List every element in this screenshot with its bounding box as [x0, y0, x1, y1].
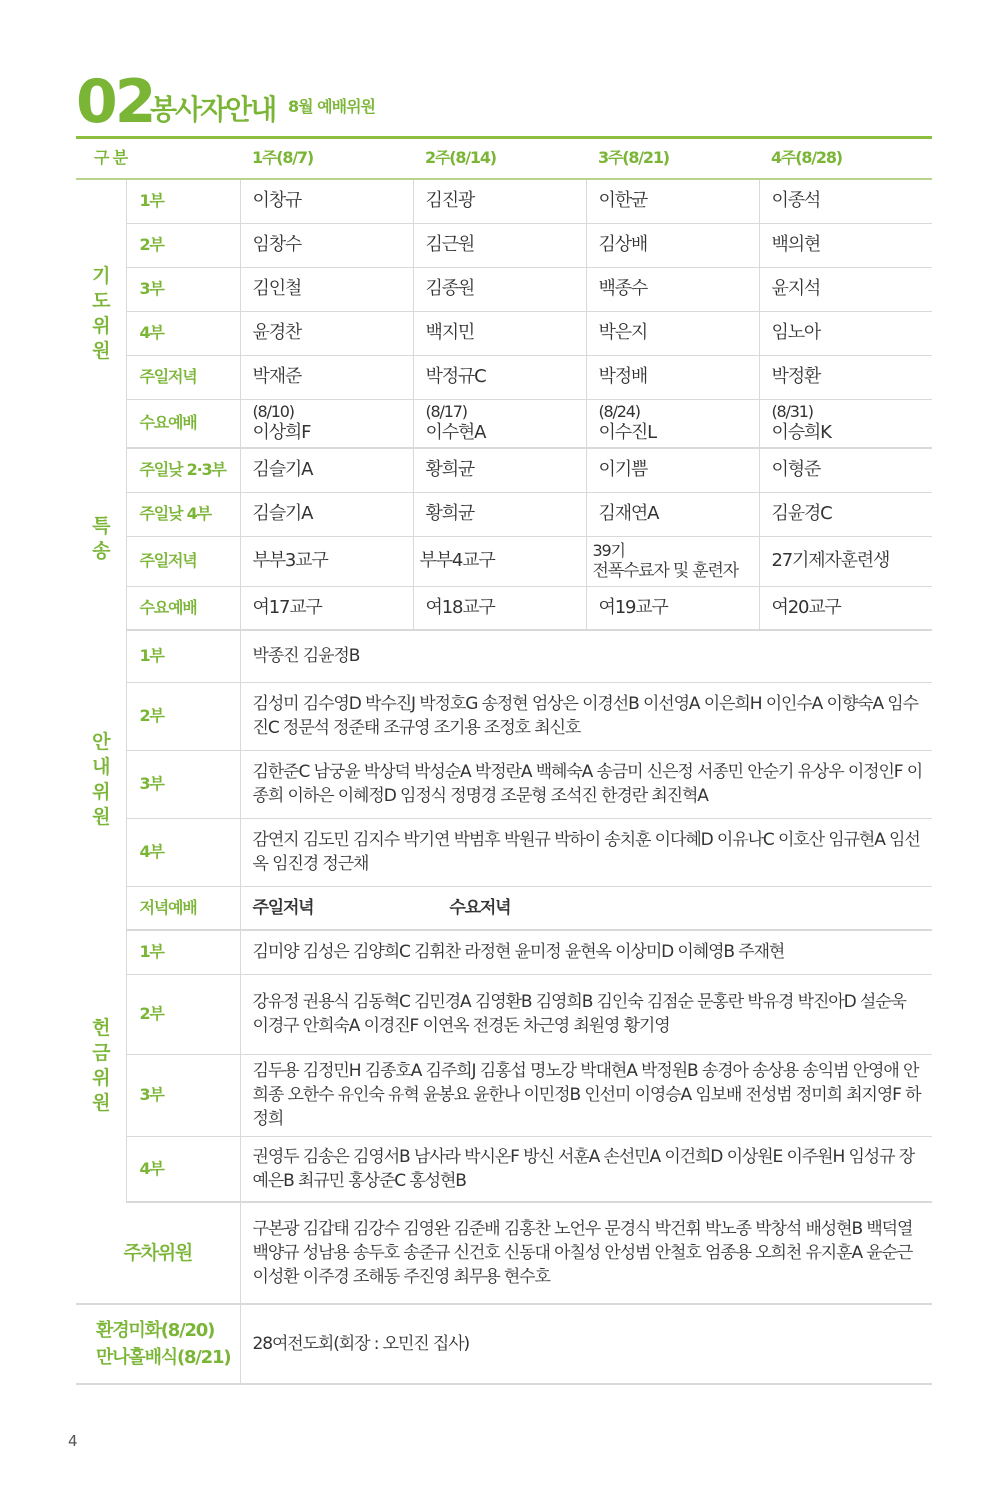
table-cell: 황희균 [413, 492, 586, 536]
table-cell: 박정환 [759, 355, 932, 399]
row-label: 2부 [126, 682, 240, 750]
row-label: 수요예배 [126, 399, 240, 448]
table-row [76, 223, 932, 267]
table-row [76, 1136, 932, 1202]
group-label-offering: 헌금위원 [76, 930, 126, 1202]
table-cell: 김진광 [413, 179, 586, 223]
group-label-guide: 안내위원 [76, 630, 126, 930]
table-cell: 김두용 김정민H 김종호A 김주희J 김홍섭 명노강 박대현A 박정원B 송경아 송상용 송익범 안영애 안희종 오한수 유인숙 유혁 윤봉요 윤한나 이민정B 인선미 이영승A 임보배 전성범 정미희 최지영F 하정희 [240, 1054, 932, 1136]
evening-label-sunday: 주일저녁 [252, 897, 314, 918]
row-label: 4부 [126, 1136, 240, 1202]
table-cell [413, 399, 586, 448]
group-label-parking: 주차위원 [76, 1202, 240, 1304]
section-subtitle: 8월 예배위원 [288, 97, 375, 116]
corner-label: 구 분 [76, 138, 240, 179]
week-header: 2주(8/14) [413, 138, 586, 179]
table-cell: 여19교구 [586, 586, 759, 630]
table-row [76, 1054, 932, 1136]
page-header [76, 67, 932, 139]
row-label: 4부 [126, 818, 240, 886]
table-row [76, 399, 932, 448]
volunteer-table [76, 138, 932, 1385]
table-cell: 권영두 김송은 김영서B 남사라 박시온F 방신 서훈A 손선민A 이건희D 이상원E 이주원H 임성규 장예은B 최규민 홍상준C 홍성현B [240, 1136, 932, 1202]
table-row [76, 630, 932, 682]
row-label: 1부 [126, 179, 240, 223]
table-cell: 김인철 [240, 267, 413, 311]
row-label: 2부 [126, 974, 240, 1054]
table-row [76, 930, 932, 974]
table-cell: 임창수 [240, 223, 413, 267]
row-label: 주일낮 4부 [126, 492, 240, 536]
table-row [76, 586, 932, 630]
table-cell: 27기제자훈련생 [759, 536, 932, 586]
date-label: (8/17) [425, 402, 467, 422]
row-label: 주일낮 2·3부 [126, 448, 240, 492]
table-cell: 박재준 [240, 355, 413, 399]
group-label-prayer: 기도위원 [76, 179, 126, 448]
table-row [76, 682, 932, 750]
table-cell: 구본광 김갑태 김강수 김영완 김준배 김홍찬 노언우 문경식 박건휘 박노종 박창석 배성현B 백덕열 백양규 성남용 송두호 송준규 신건호 신동대 아칠성 안성범 안철호 엄종용 오희천 유지훈A 윤순근 이성환 이주경 조해동 주진영 최무용 현수호 [240, 1202, 932, 1304]
name-label: 이승희K [771, 422, 831, 444]
table-row [76, 492, 932, 536]
table-cell: 박정규C [413, 355, 586, 399]
table-row [76, 886, 932, 930]
table-row [76, 750, 932, 818]
table-cell: 백의현 [759, 223, 932, 267]
table-row [76, 974, 932, 1054]
table-cell [586, 536, 759, 586]
table-row [76, 355, 932, 399]
name-label: 이수진L [598, 422, 656, 444]
table-cell: 임노아 [759, 311, 932, 355]
table-cell [240, 886, 932, 930]
table-cell: 김한준C 남궁윤 박상덕 박성순A 박정란A 백혜숙A 송금미 신은정 서종민 안순기 유상우 이정인F 이종희 이하은 이혜정D 임정식 정명경 조문형 조석진 한경란 최진혁A [240, 750, 932, 818]
table-row [76, 1304, 932, 1384]
table-cell: 강유정 권용식 김동혁C 김민경A 김영환B 김영희B 김인숙 김점순 문홍란 박유경 박진아D 설순욱 이경구 안희숙A 이경진F 이연옥 전경돈 차근영 최원영 황기영 [240, 974, 932, 1054]
row-label: 3부 [126, 750, 240, 818]
week-header: 4주(8/28) [759, 138, 932, 179]
table-cell [759, 399, 932, 448]
name-label: 이상희F [252, 422, 311, 444]
week-header: 3주(8/21) [586, 138, 759, 179]
table-cell: 김종원 [413, 267, 586, 311]
table-header-row [76, 138, 932, 179]
table-row [76, 448, 932, 492]
env-label-meal: 만나홀배식(8/21) [96, 1347, 231, 1368]
table-cell: 감연지 김도민 김지수 박기연 박범후 박원규 박하이 송치훈 이다혜D 이유나C 이호산 임규현A 임선옥 임진경 정근채 [240, 818, 932, 886]
table-cell: 백지민 [413, 311, 586, 355]
table-cell: 김재연A [586, 492, 759, 536]
table-cell: 이창규 [240, 179, 413, 223]
table-cell: 박정배 [586, 355, 759, 399]
table-row [76, 818, 932, 886]
table-cell [240, 399, 413, 448]
row-label: 주일저녁 [126, 355, 240, 399]
table-cell: 여18교구 [413, 586, 586, 630]
table-cell: 황희균 [413, 448, 586, 492]
table-cell: 김슬기A [240, 448, 413, 492]
date-label: (8/24) [598, 402, 640, 422]
table-row [76, 536, 932, 586]
cohort-label: 39기 [592, 541, 625, 560]
table-cell: 김윤경C [759, 492, 932, 536]
table-cell: 김미양 김성은 김양희C 김휘찬 라정현 윤미정 윤현옥 이상미D 이혜영B 주재현 [240, 930, 932, 974]
table-cell: 박종진 김윤정B [240, 630, 932, 682]
date-label: (8/31) [771, 402, 813, 422]
row-label: 1부 [126, 930, 240, 974]
row-label: 3부 [126, 1054, 240, 1136]
row-label: 수요예배 [126, 586, 240, 630]
group-label-special: 특송 [76, 448, 126, 630]
table-cell: 부부3교구 [240, 536, 413, 586]
section-title: 봉사자안내 [150, 93, 276, 126]
table-cell: 김성미 김수영D 박수진J 박정호G 송정현 엄상은 이경선B 이선영A 이은희H 이인수A 이향숙A 임수진C 정문석 정준태 조규영 조기용 조정호 최신호 [240, 682, 932, 750]
cohort-desc: 전폭수료자 및 훈련자 [592, 561, 738, 581]
week-header: 1주(8/7) [240, 138, 413, 179]
table-cell: 28여전도회(회장 : 오민진 집사) [240, 1304, 932, 1384]
env-label-cleaning: 환경미화(8/20) [96, 1320, 215, 1341]
table-cell: 이한균 [586, 179, 759, 223]
table-cell: 김슬기A [240, 492, 413, 536]
table-cell [586, 399, 759, 448]
row-label: 3부 [126, 267, 240, 311]
row-label: 4부 [126, 311, 240, 355]
table-cell: 이종석 [759, 179, 932, 223]
table-cell: 백종수 [586, 267, 759, 311]
table-cell: 이형준 [759, 448, 932, 492]
group-label-env [76, 1304, 240, 1384]
table-cell: 박은지 [586, 311, 759, 355]
table-cell: 윤경찬 [240, 311, 413, 355]
page-number: 4 [68, 1432, 78, 1450]
table-cell: 윤지석 [759, 267, 932, 311]
row-label: 주일저녁 [126, 536, 240, 586]
section-number: 02 [76, 67, 154, 137]
table-row [76, 311, 932, 355]
table-cell: 여20교구 [759, 586, 932, 630]
row-label: 저녁예배 [126, 886, 240, 930]
evening-label-wednesday: 수요저녁 [449, 897, 511, 918]
row-label: 2부 [126, 223, 240, 267]
row-label: 1부 [126, 630, 240, 682]
date-label: (8/10) [252, 402, 294, 422]
table-row [76, 1202, 932, 1304]
table-cell: 여17교구 [240, 586, 413, 630]
name-label: 이수현A [425, 422, 486, 444]
table-row [76, 179, 932, 223]
table-cell: 이기쁨 [586, 448, 759, 492]
table-cell: 부부4교구 [413, 536, 586, 586]
table-row [76, 267, 932, 311]
table-cell: 김상배 [586, 223, 759, 267]
table-cell: 김근원 [413, 223, 586, 267]
